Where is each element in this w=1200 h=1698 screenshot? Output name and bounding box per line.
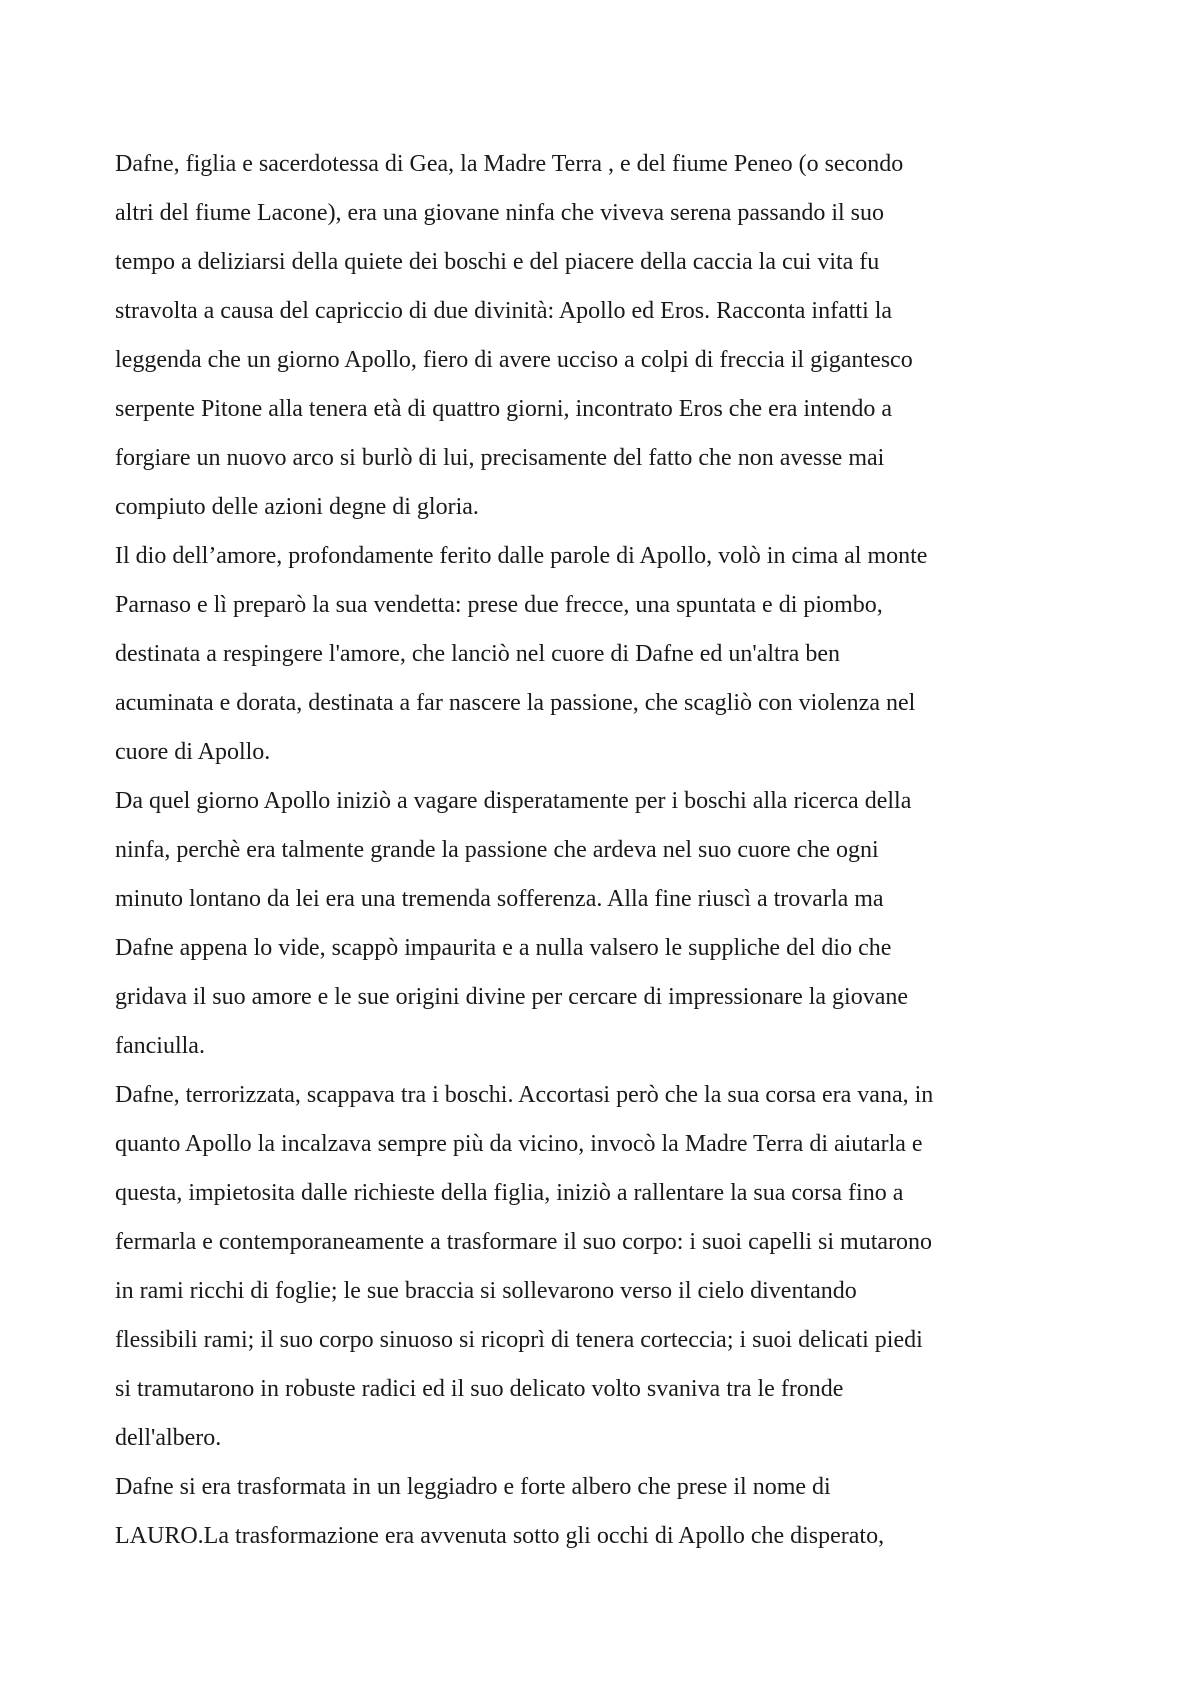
text-line: fanciulla. [115,1033,205,1059]
text-line: quanto Apollo la incalzava sempre più da vicino, invocò la Madre Terra di aiutarla e [115,1131,923,1157]
text-line: stravolta a causa del capriccio di due divinità: Apollo ed Eros. Racconta infatti la [115,298,893,324]
text-line: Da quel giorno Apollo iniziò a vagare disperatamente per i boschi alla ricerca della [115,788,912,814]
text-line: ninfa, perchè era talmente grande la passione che ardeva nel suo cuore che ogni [115,837,879,863]
document-body [115,140,1095,1561]
text-line: cuore di Apollo. [115,739,271,765]
text-line: leggenda che un giorno Apollo, fiero di avere ucciso a colpi di freccia il gigantesco [115,347,913,373]
text-line: LAURO.La trasformazione era avvenuta sotto gli occhi di Apollo che disperato, [115,1523,885,1549]
text-line: Dafne si era trasformata in un leggiadro e forte albero che prese il nome di [115,1474,831,1500]
text-line: Parnaso e lì preparò la sua vendetta: prese due frecce, una spuntata e di piombo, [115,592,883,618]
text-line: flessibili rami; il suo corpo sinuoso si ricoprì di tenera corteccia; i suoi delicati piedi [115,1327,923,1353]
text-line: compiuto delle azioni degne di gloria. [115,494,479,520]
text-line: forgiare un nuovo arco si burlò di lui, precisamente del fatto che non avesse mai [115,445,885,471]
text-line: dell'albero. [115,1425,222,1451]
text-line: Dafne appena lo vide, scappò impaurita e a nulla valsero le suppliche del dio che [115,935,892,961]
text-line: acuminata e dorata, destinata a far nascere la passione, che scagliò con violenza nel [115,690,916,716]
text-line: Il dio dell’amore, profondamente ferito dalle parole di Apollo, volò in cima al monte [115,543,928,569]
text-line: in rami ricchi di foglie; le sue braccia si sollevarono verso il cielo diventando [115,1278,857,1304]
text-line: questa, impietosita dalle richieste della figlia, iniziò a rallentare la sua corsa fino a [115,1180,904,1206]
text-line: serpente Pitone alla tenera età di quattro giorni, incontrato Eros che era intendo a [115,396,893,422]
text-line: fermarla e contemporaneamente a trasformare il suo corpo: i suoi capelli si mutarono [115,1229,933,1255]
text-line: destinata a respingere l'amore, che lanciò nel cuore di Dafne ed un'altra ben [115,641,840,667]
text-line: altri del fiume Lacone), era una giovane ninfa che viveva serena passando il suo [115,200,885,226]
text-line: Dafne, terrorizzata, scappava tra i boschi. Accortasi però che la sua corsa era vana, in [115,1082,934,1108]
text-line: Dafne, figlia e sacerdotessa di Gea, la Madre Terra , e del fiume Peneo (o secondo [115,151,904,177]
text-line: tempo a deliziarsi della quiete dei boschi e del piacere della caccia la cui vita fu [115,249,880,275]
text-line: gridava il suo amore e le sue origini divine per cercare di impressionare la giovane [115,984,909,1010]
text-line: si tramutarono in robuste radici ed il suo delicato volto svaniva tra le fronde [115,1376,844,1402]
text-line: minuto lontano da lei era una tremenda sofferenza. Alla fine riuscì a trovarla ma [115,886,884,912]
